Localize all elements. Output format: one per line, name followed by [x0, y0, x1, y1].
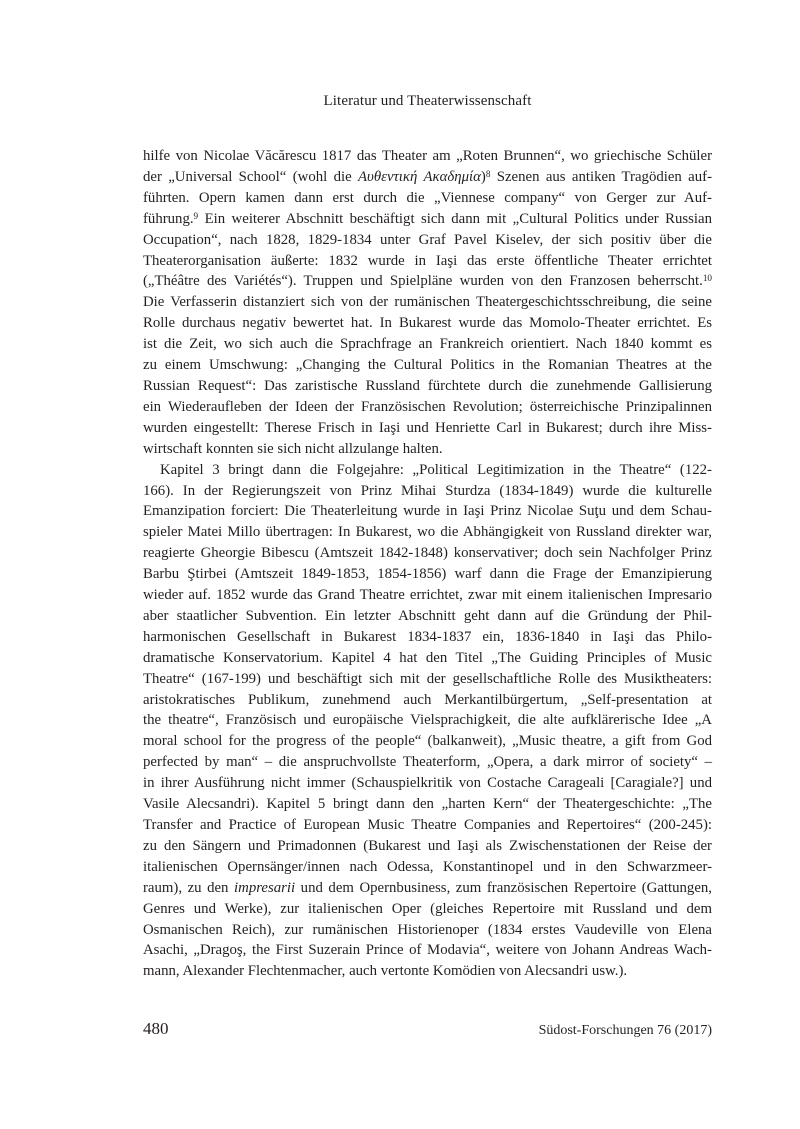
text-segment: wieder auf. 1852 wurde das Grand Theatre errichtet, zwar mit einem italienischen Impresario — [143, 587, 712, 604]
text-line — [143, 940, 712, 961]
text-line — [143, 481, 712, 502]
text-segment: in ihrer Ausführung nicht immer (Schauspielkritik von Costache Carageali [Caragiale?] und — [143, 775, 712, 792]
text-line — [143, 292, 712, 313]
text-segment: führung. — [143, 210, 194, 227]
text-line — [143, 188, 712, 209]
text-segment: und dem Opernbusiness, zum französischen Repertoire (Gattungen, — [295, 879, 712, 896]
text-line — [143, 334, 712, 355]
page-number: 480 — [143, 1019, 169, 1038]
text-segment: ist die Zeit, wo sich auch die Sprachfrage an Frankreich orientiert. Nach 1840 kommt es — [143, 336, 712, 353]
text-segment: Theatre“ (167-199) und beschäftigt sich mit der gesellschaftliche Rolle des Musiktheaters: — [143, 670, 712, 687]
text-line — [143, 543, 712, 564]
text-segment: Emanzipation forciert: Die Theaterleitung wurde in Iaşi Prinz Nicolae Suţu und dem Schau- — [143, 503, 712, 520]
text-segment: raum), zu den — [143, 879, 235, 896]
text-line — [143, 752, 712, 773]
text-line — [143, 857, 712, 878]
text-segment: Vasile Alecsandri). Kapitel 5 bringt dann den „harten Kern“ der Theatergeschichte: „The — [143, 796, 712, 813]
text-segment: moral school for the progress of the people“ (balkanweit), „Music theatre, a gift from God — [143, 733, 712, 750]
text-segment: zu den Sängern und Primadonnen (Bukarest und Iaşi als Zwischenstationen der Reise der — [143, 837, 712, 854]
text-line — [143, 648, 712, 669]
footnote-marker: 8 — [485, 168, 491, 179]
text-line — [143, 251, 712, 272]
text-line — [143, 690, 712, 711]
footnote-marker: 10 — [702, 273, 712, 284]
text-segment: wirtschaft konnten sie sich nicht allzulange halten. — [143, 440, 443, 457]
text-segment: führten. Opern kamen dann erst durch die „Viennese company“ von Gerger zur Auf- — [143, 189, 712, 206]
text-segment: Transfer and Practice of European Music Theatre Companies and Repertoires“ (200-245): — [143, 817, 712, 833]
text-line — [143, 355, 712, 376]
text-line — [143, 899, 712, 920]
text-segment: Kapitel 3 bringt dann die Folgejahre: „Political Legitimization in the Theatre“ (122- — [160, 461, 712, 478]
body-text — [143, 146, 712, 982]
text-segment: harmonischen Gesellschaft in Bukarest 1834-1837 ein, 1836-1840 in Iaşi das Philo- — [143, 628, 712, 645]
text-line — [143, 313, 712, 334]
italic-text: Αυθεντική Ακαδημία — [358, 168, 481, 185]
text-line — [143, 794, 712, 815]
text-line — [143, 585, 712, 606]
text-segment: mann, Alexander Flechtenmacher, auch vertonte Komödien von Alecsandri usw.). — [143, 963, 628, 980]
text-line — [143, 731, 712, 752]
text-segment: Szenen aus antiken Tragödien auf- — [490, 168, 713, 185]
text-line — [143, 878, 712, 899]
text-line — [143, 836, 712, 857]
text-line — [143, 460, 712, 481]
footnote-marker: 9 — [193, 210, 199, 221]
text-segment: Barbu Ştirbei (Amtszeit 1849-1853, 1854-1856) warf dann die Frage der Emanzipierung — [143, 566, 712, 583]
text-line — [143, 920, 712, 941]
text-line — [143, 522, 712, 543]
text-line — [143, 418, 712, 439]
text-segment: hilfe von Nicolae Văcărescu 1817 das Theater am „Roten Brunnen“, wo griechische Schüler — [143, 148, 712, 164]
text-line — [143, 397, 712, 418]
text-line — [143, 439, 712, 460]
text-line — [143, 627, 712, 648]
text-segment: der „Universal School“ (wohl die — [143, 168, 359, 185]
text-line — [143, 564, 712, 585]
text-segment: aristokratisches Publikum, zunehmend auch Merkantilbürgertum, „Self-presentation at — [143, 691, 712, 708]
text-segment: aber staatlicher Subvention. Ein letzter Abschnitt geht dann auf die Gründung der Phil- — [143, 607, 712, 624]
journal-citation: Südost-Forschungen 76 (2017) — [538, 1023, 712, 1038]
text-line — [143, 710, 712, 731]
text-line — [143, 961, 712, 982]
text-line — [143, 669, 712, 690]
text-segment: italienischen Opernsänger/innen nach Odessa, Konstantinopel und in den Schwarzmeer- — [143, 858, 712, 875]
text-segment: Rolle durchaus negativ bewertet hat. In Bukarest wurde das Momolo-Theater errichtet. Es — [143, 315, 712, 332]
text-segment: ein Wiederaufleben der Ideen der Französischen Revolution; österreichische Prinzipalinnen — [143, 398, 712, 415]
text-segment: Ein weiterer Abschnitt beschäftigt sich dann mit „Cultural Politics under Russian — [198, 210, 712, 227]
text-segment: Russian Request“: Das zaristische Russland fürchtete durch die zunehmende Gallisierung — [143, 377, 712, 394]
text-line — [143, 146, 712, 167]
text-segment: Asachi, „Dragoş, the First Suzerain Prince of Modavia“, weitere von Johann Andreas Wach- — [143, 942, 712, 959]
body-paragraph — [143, 460, 712, 983]
text-segment: Die Verfasserin distanziert sich von der rumänischen Theatergeschichtsschreibung, die seine — [143, 294, 712, 311]
text-segment: Occupation“, nach 1828, 1829-1834 unter Graf Pavel Kiselev, der sich positiv über die — [143, 231, 712, 248]
text-line — [143, 271, 712, 292]
italic-text: impresarii — [234, 879, 296, 896]
running-header: Literatur und Theaterwissenschaft — [323, 93, 532, 109]
text-line — [143, 606, 712, 627]
text-segment: zu einem Umschwung: „Changing the Cultural Politics in the Romanian Theatres at the — [143, 357, 712, 374]
text-segment: Genres und Werke), zur italienischen Oper (gleiches Repertoire mit Russland und dem — [143, 900, 712, 917]
text-line — [143, 773, 712, 794]
text-segment: Theaterorganisation äußerte: 1832 wurde in Iaşi das erste öffentliche Theater errichtet — [143, 252, 712, 269]
text-segment: perfected by man“ – die anspruchvollste Theaterform, „Opera, a dark mirror of society“ – — [143, 754, 712, 771]
text-line — [143, 376, 712, 397]
text-line — [143, 501, 712, 522]
text-segment: 166). In der Regierungszeit von Prinz Mihai Sturdza (1834-1849) wurde die kulturelle — [143, 482, 712, 499]
text-segment: spieler Matei Millo übertragen: In Bukarest, wo die Abhängigkeit von Russland direkter war, — [143, 524, 712, 541]
text-line — [143, 209, 712, 230]
text-segment: wurden eingestellt: Therese Frisch in Iaşi und Henriette Carl in Bukarest; durch ihre Miss- — [143, 419, 712, 436]
text-segment: reagierte Gheorgie Bibescu (Amtszeit 1842-1848) konservativer; doch sein Nachfolger Prinz — [143, 545, 712, 562]
text-segment: ) — [480, 168, 486, 185]
text-segment: the theatre“, Französisch und europäische Vielsprachigkeit, die alte aufklärerische Idee „A — [143, 712, 712, 729]
text-line — [143, 230, 712, 251]
text-segment: Osmanischen Reich), zur rumänischen Historienoper (1834 erstes Vaudeville von Elena — [143, 921, 712, 938]
text-segment: dramatische Konservatorium. Kapitel 4 hat den Titel „The Guiding Principles of Music — [143, 649, 712, 666]
text-segment: („Théâtre des Variétés“). Truppen und Spielpläne wurden von den Franzosen beherrscht. — [143, 273, 703, 290]
text-line — [143, 167, 712, 188]
body-paragraph — [143, 146, 712, 460]
text-line — [143, 815, 712, 836]
